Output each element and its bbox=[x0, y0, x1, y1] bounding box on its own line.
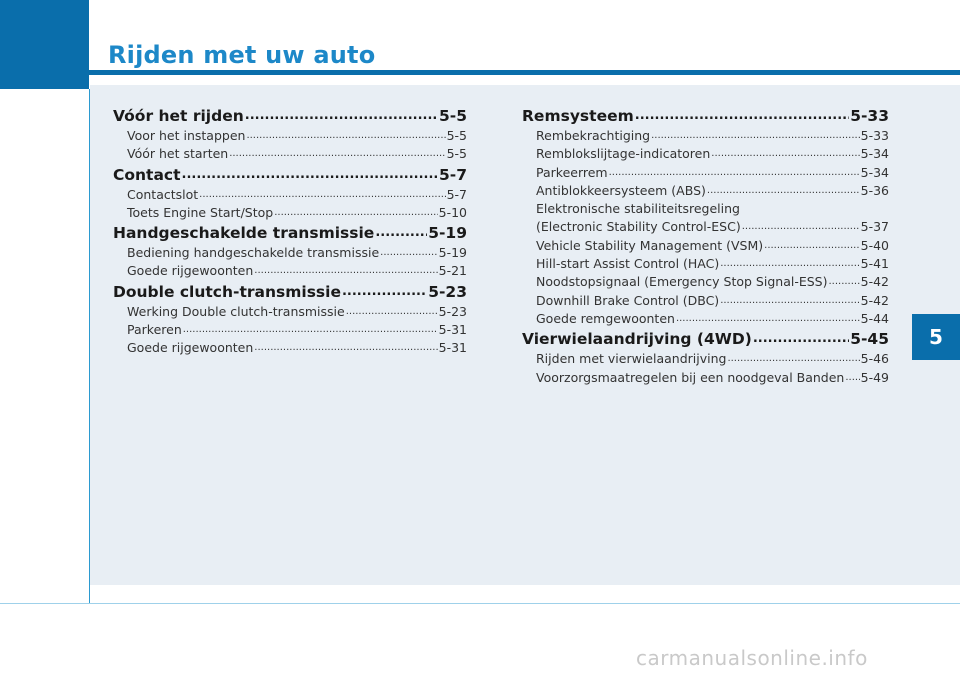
dot-leader bbox=[720, 255, 859, 273]
toc-subentry-page: 5-46 bbox=[860, 351, 889, 367]
dot-leader bbox=[635, 105, 849, 127]
toc-subentry-label: Toets Engine Start/Stop bbox=[127, 204, 274, 220]
toc-subentry-label: Voorzorgsmaatregelen bij een noodgeval Banden bbox=[536, 369, 845, 385]
toc-subentry-page: 5-5 bbox=[446, 128, 467, 143]
toc-section-entry[interactable] bbox=[522, 328, 889, 350]
toc-subentry[interactable] bbox=[113, 262, 467, 280]
toc-section-entry[interactable] bbox=[522, 105, 889, 127]
dot-leader bbox=[346, 303, 438, 321]
toc-subentry[interactable] bbox=[522, 369, 889, 387]
dot-leader bbox=[676, 310, 860, 328]
toc-subentry-page: 5-31 bbox=[438, 340, 467, 356]
toc-section-entry-label: Double clutch-transmissie bbox=[113, 282, 341, 301]
toc-section-entry[interactable] bbox=[113, 105, 467, 127]
dot-leader bbox=[246, 127, 445, 145]
dot-leader bbox=[254, 262, 437, 280]
header-divider bbox=[89, 70, 960, 75]
toc-subentry[interactable] bbox=[113, 244, 467, 262]
toc-subentry-page: 5-23 bbox=[438, 303, 467, 319]
toc-subentry[interactable] bbox=[522, 164, 889, 182]
toc-subentry-page: 5-31 bbox=[438, 322, 467, 338]
toc-subentry-label-line: Elektronische stabiliteitsregeling bbox=[536, 201, 740, 217]
toc-subentry[interactable] bbox=[113, 145, 467, 163]
toc-subentry-page: 5-44 bbox=[860, 310, 889, 326]
toc-section-entry[interactable] bbox=[113, 164, 467, 186]
toc-section-entry-label: Contact bbox=[113, 165, 181, 184]
dot-leader bbox=[651, 127, 860, 145]
toc-subentry-label: (Electronic Stability Control-ESC) bbox=[536, 219, 741, 235]
toc-subentry[interactable] bbox=[522, 273, 889, 291]
toc-section-entry-page: 5-5 bbox=[438, 107, 467, 125]
dot-leader bbox=[199, 186, 445, 204]
toc-subentry[interactable] bbox=[113, 127, 467, 145]
dot-leader bbox=[229, 145, 445, 163]
toc-subentry[interactable] bbox=[522, 218, 889, 236]
toc-subentry-label: Downhill Brake Control (DBC) bbox=[536, 292, 720, 308]
dot-leader bbox=[845, 369, 859, 387]
dot-leader bbox=[380, 244, 437, 262]
toc-subentry[interactable] bbox=[113, 204, 467, 222]
toc-subentry-page: 5-37 bbox=[860, 219, 889, 235]
toc-subentry-label: Rembekrachtiging bbox=[536, 128, 651, 143]
toc-subentry[interactable] bbox=[522, 237, 889, 255]
left-margin-line bbox=[89, 89, 90, 604]
dot-leader bbox=[707, 182, 860, 200]
toc-subentry[interactable] bbox=[522, 255, 889, 273]
dot-leader bbox=[254, 339, 437, 357]
toc-subentry[interactable] bbox=[522, 350, 889, 368]
dot-leader bbox=[727, 350, 859, 368]
page-title: Rijden met uw auto bbox=[108, 41, 376, 69]
toc-subentry-page: 5-33 bbox=[860, 128, 889, 143]
dot-leader bbox=[711, 145, 859, 163]
corner-block bbox=[0, 0, 89, 89]
toc-subentry-label: Werking Double clutch-transmissie bbox=[127, 303, 345, 319]
dot-leader bbox=[609, 164, 860, 182]
toc-subentry-page: 5-36 bbox=[860, 182, 889, 198]
toc-subentry-label: Hill-start Assist Control (HAC) bbox=[536, 256, 720, 272]
toc-subentry-label: Bediening handgeschakelde transmissie bbox=[127, 245, 380, 261]
toc-subentry-page: 5-42 bbox=[860, 292, 889, 308]
toc-subentry-label: Contactslot bbox=[127, 186, 199, 202]
toc-section-entry-page: 5-7 bbox=[438, 165, 467, 184]
toc-subentry-label: Vehicle Stability Management (VSM) bbox=[536, 237, 764, 253]
toc-subentry-page: 5-34 bbox=[860, 164, 889, 180]
toc-subentry[interactable] bbox=[522, 182, 889, 200]
toc-subentry-page: 5-49 bbox=[860, 369, 889, 385]
toc-subentry[interactable] bbox=[113, 321, 467, 339]
toc-subentry-label: Goede rijgewoonten bbox=[127, 340, 254, 356]
toc-section-entry[interactable] bbox=[113, 281, 467, 303]
toc-subentry-label: Rijden met vierwielaandrijving bbox=[536, 351, 727, 367]
dot-leader bbox=[182, 164, 438, 186]
toc-subentry[interactable] bbox=[522, 145, 889, 163]
toc-subentry-page: 5-5 bbox=[446, 146, 467, 162]
toc-subentry-page: 5-7 bbox=[446, 186, 467, 202]
toc-section-entry-label: Handgeschakelde transmissie bbox=[113, 224, 375, 243]
dot-leader bbox=[753, 328, 849, 350]
dot-leader bbox=[245, 105, 438, 127]
chapter-tab[interactable]: 5 bbox=[912, 314, 960, 360]
toc-subentry-label: Parkeerrem bbox=[536, 164, 608, 180]
toc-subentry[interactable] bbox=[113, 339, 467, 357]
toc-subentry-label: Noodstopsignaal (Emergency Stop Signal-ESS) bbox=[536, 274, 828, 290]
toc-subentry-page: 5-10 bbox=[438, 204, 467, 220]
toc-subentry-label: Voor het instappen bbox=[127, 128, 246, 143]
dot-leader bbox=[274, 204, 437, 222]
toc-subentry-label: Remblokslijtage-indicatoren bbox=[536, 146, 711, 162]
toc-subentry[interactable] bbox=[522, 310, 889, 328]
dot-leader bbox=[828, 273, 859, 291]
toc-subentry-label: Parkeren bbox=[127, 322, 182, 338]
toc-subentry[interactable] bbox=[113, 186, 467, 204]
toc-left-column bbox=[113, 105, 467, 358]
footer-watermark: carmanualsonline.info bbox=[636, 646, 868, 670]
toc-subentry-label: Goede remgewoonten bbox=[536, 310, 675, 326]
toc-subentry-page: 5-19 bbox=[438, 245, 467, 261]
toc-subentry[interactable] bbox=[113, 303, 467, 321]
toc-section-entry-page: 5-23 bbox=[428, 282, 467, 301]
toc-subentry-page: 5-42 bbox=[860, 274, 889, 290]
toc-subentry-label: Antiblokkeersysteem (ABS) bbox=[536, 182, 706, 198]
toc-subentry-page: 5-21 bbox=[438, 263, 467, 279]
dot-leader bbox=[742, 218, 860, 236]
dot-leader bbox=[183, 321, 438, 339]
toc-section-entry-label: Remsysteem bbox=[522, 107, 634, 125]
toc-subentry-page: 5-41 bbox=[860, 256, 889, 272]
toc-section-entry-label: Vierwielaandrijving (4WD) bbox=[522, 330, 752, 349]
toc-section-entry-label: Vóór het rijden bbox=[113, 107, 244, 125]
toc-section-entry-page: 5-45 bbox=[850, 330, 889, 349]
toc-subentry-page: 5-34 bbox=[860, 146, 889, 162]
toc-section-entry-page: 5-33 bbox=[850, 107, 889, 125]
toc-section-entry[interactable] bbox=[113, 222, 467, 244]
footer-divider bbox=[0, 603, 960, 604]
toc-subentry[interactable] bbox=[522, 127, 889, 145]
toc-subentry-label: Goede rijgewoonten bbox=[127, 263, 254, 279]
toc-subentry-label: Vóór het starten bbox=[127, 146, 229, 162]
dot-leader bbox=[764, 237, 859, 255]
toc-right-column bbox=[522, 105, 889, 387]
dot-leader bbox=[375, 222, 427, 244]
toc-section-entry-page: 5-19 bbox=[428, 224, 467, 243]
toc-subentry[interactable] bbox=[522, 292, 889, 310]
dot-leader bbox=[342, 281, 427, 303]
dot-leader bbox=[720, 292, 859, 310]
toc-subentry-page: 5-40 bbox=[860, 237, 889, 253]
